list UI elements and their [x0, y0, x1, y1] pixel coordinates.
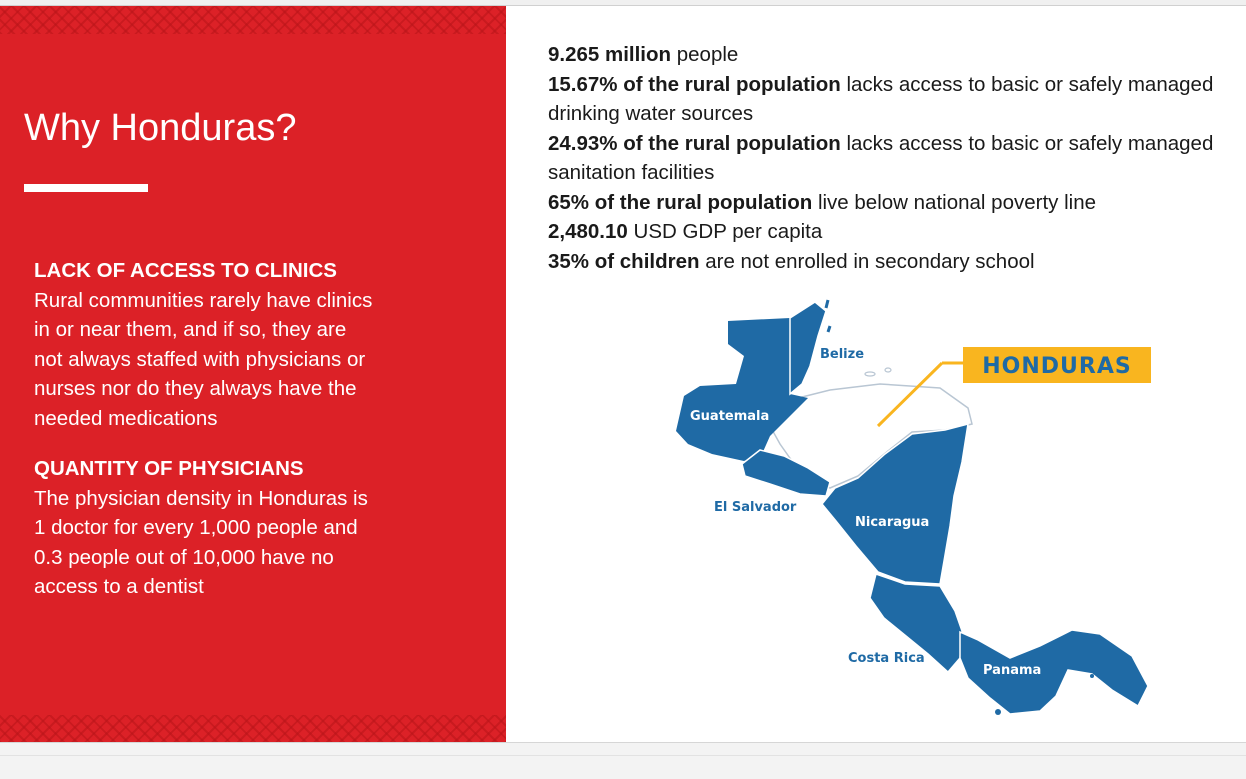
label-panama: Panama [983, 663, 1042, 678]
section-line: needed medications [34, 406, 218, 430]
bottom-status-bar [0, 742, 1246, 779]
status-bar-divider [0, 755, 1246, 756]
section-line: Rural communities rarely have clinics [34, 288, 373, 312]
section-physician-quantity [34, 454, 434, 602]
label-costa-rica: Costa Rica [848, 651, 925, 666]
slide [0, 5, 1246, 743]
slide-title: Why Honduras? [24, 107, 297, 149]
belize-islands [826, 300, 830, 332]
central-america-map [660, 288, 1180, 728]
island-outline [865, 372, 875, 376]
decorative-pattern-top [0, 6, 506, 34]
decorative-pattern-bottom [0, 715, 506, 743]
island-dot [995, 709, 1001, 715]
stat-line: 2,480.10 USD GDP per capita [548, 220, 823, 243]
stat-line: 24.93% of the rural population lacks access to basic or safely managed [548, 131, 1214, 155]
stat-line: 65% of the rural population live below national poverty line [548, 190, 1096, 214]
stat-line: 9.265 million people [548, 43, 739, 66]
label-guatemala: Guatemala [690, 409, 770, 424]
section-line: 0.3 people out of 10,000 have no [34, 545, 334, 569]
section-line: 1 doctor for every 1,000 people and [34, 516, 358, 539]
left-red-panel [0, 6, 506, 743]
island-dot [1090, 674, 1094, 678]
section-line: The physician density in Honduras is [34, 486, 368, 510]
section-heading: LACK OF ACCESS TO CLINICS [34, 259, 337, 282]
section-clinic-access [34, 256, 434, 433]
label-nicaragua: Nicaragua [855, 515, 930, 530]
stat-line: 15.67% of the rural population lacks access to basic or safely managed [548, 72, 1214, 96]
stats-list [548, 40, 1246, 276]
stat-line: drinking water sources [548, 102, 754, 125]
section-heading: QUANTITY OF PHYSICIANS [34, 457, 304, 480]
label-el-salvador: El Salvador [714, 500, 797, 515]
honduras-callout-text: HONDURAS [982, 354, 1132, 379]
island-outline [885, 368, 891, 372]
stat-line: sanitation facilities [548, 161, 715, 184]
section-line: not always staffed with physicians or [34, 347, 366, 371]
section-line: in or near them, and if so, they are [34, 318, 347, 341]
label-belize: Belize [820, 347, 865, 362]
section-line: nurses nor do they always have the [34, 377, 357, 400]
title-underline [24, 184, 148, 192]
section-line: access to a dentist [34, 575, 204, 598]
stat-line: 35% of children are not enrolled in secondary school [548, 249, 1035, 273]
